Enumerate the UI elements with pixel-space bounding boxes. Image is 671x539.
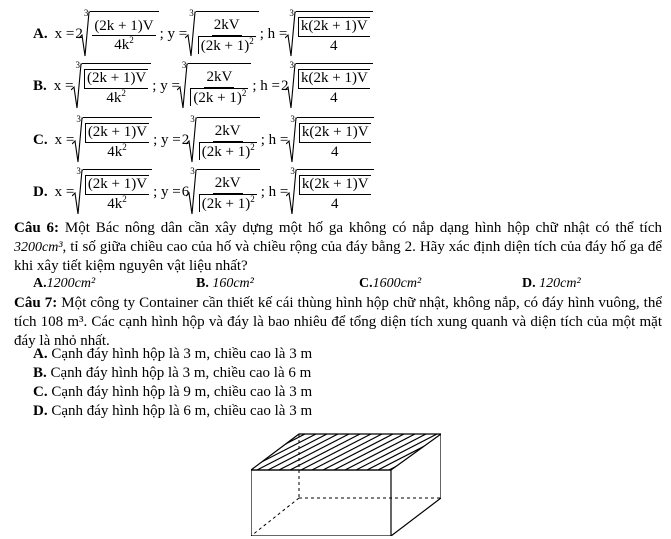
hatch-line [268, 434, 338, 470]
y-expression: ; y = 3 $\frac{2kV}{(2k + 1)^2}$ [152, 63, 252, 109]
cube-root: 3 $\frac{(2k + 1)V}{4k^2}$ [76, 117, 152, 163]
option-row[interactable] [33, 62, 374, 110]
question-7-text: Một công ty Container cần thiết kế cái thùng hình hộp chữ nhật, không nắp, có đáy hình vuông, thể tích 108 m³. Các cạnh hình hộp và đáy là bao nhiêu để tổng diện tích xung quanh và diện tích của một mặt đáy là nhỏ nhất. [14, 295, 662, 349]
q6-answer-b[interactable]: B. 160cm² [196, 276, 254, 291]
hatch-line [334, 434, 404, 470]
top-hatching [251, 434, 441, 470]
hatch-line [378, 434, 441, 470]
cube-root: 3 $\frac{2kV}{(2k + 1)^2}$ [190, 169, 259, 215]
option-row[interactable] [33, 10, 374, 58]
h-expression: ; h = 3 $\frac{k(2k + 1)V}{4}$ [261, 169, 375, 215]
cube-root: 3 $\frac{k(2k + 1)V}{4}$ [290, 169, 373, 215]
option-label: A. [33, 25, 48, 42]
y-expression: ; y = 3 $\frac{2kV}{(2k + 1)^2}$ [160, 11, 260, 57]
question-6 [14, 219, 662, 276]
x-expression: x = 3 $\frac{(2k + 1)V}{4k^2}$ [55, 169, 154, 215]
hatch-line [323, 434, 393, 470]
hatch-line [279, 434, 349, 470]
q6-answer-c[interactable]: C.1600cm² [359, 276, 422, 291]
hatch-line [301, 434, 371, 470]
open-box-figure [251, 428, 441, 536]
option-label: B. [33, 77, 47, 94]
question-6-volume: 3200cm³ [14, 240, 63, 255]
x-expression: x = 2 3 $\frac{(2k + 1)V}{4k^2}$ [55, 11, 160, 57]
q7-choice-d[interactable]: D. Cạnh đáy hình hộp là 6 m, chiều cao là 3 m [33, 403, 313, 419]
q7-choice-a[interactable]: A. Cạnh đáy hình hộp là 3 m, chiều cao là 3 m [33, 346, 313, 362]
cube-root: 3 $\frac{k(2k + 1)V}{4}$ [290, 63, 373, 109]
question-6-text2: , tỉ số giữa chiều cao của hố và chiều rộng của đáy bằng 2. Hãy xác định diện tích của đáy hố ga để khi xây tiết kiệm nguyên vật liệu nhất? [14, 239, 662, 274]
hidden-left-edge [251, 498, 299, 536]
hatch-line [312, 434, 382, 470]
q6-answer-d[interactable]: D. 120cm² [522, 276, 581, 291]
cube-root: 3 $\frac{(2k + 1)V}{4k^2}$ [84, 11, 159, 57]
option-row[interactable] [33, 168, 375, 216]
bottom-right-edge [391, 498, 441, 536]
cube-root: 3 $\frac{(2k + 1)V}{4k^2}$ [76, 169, 152, 215]
hatch-line [422, 434, 441, 470]
y-expression: ; y = 6 3 $\frac{2kV}{(2k + 1)^2}$ [153, 169, 261, 215]
question-6-text1: Một Bác nông dân cần xây dựng một hố ga không có nắp dạng hình hộp chữ nhật có thể tích [59, 220, 662, 236]
option-label: D. [33, 183, 48, 200]
q7-choice-b[interactable]: B. Cạnh đáy hình hộp là 3 m, chiều cao là 6 m [33, 365, 312, 381]
h-expression: ; h = 3 $\frac{k(2k + 1)V}{4}$ [261, 117, 375, 163]
question-6-label: Câu 6: [14, 220, 60, 236]
hatch-line [290, 434, 360, 470]
hatch-line [251, 434, 272, 470]
x-expression: x = 3 $\frac{(2k + 1)V}{4k^2}$ [54, 63, 153, 109]
cube-root: 3 $\frac{k(2k + 1)V}{4}$ [290, 117, 373, 163]
hatch-line [367, 434, 437, 470]
cube-root: 3 $\frac{2kV}{(2k + 1)^2}$ [190, 117, 259, 163]
question-7-label: Câu 7: [14, 295, 58, 311]
cube-root: 3 $\frac{(2k + 1)V}{4k^2}$ [75, 63, 151, 109]
hatch-line [251, 434, 261, 470]
x-expression: x = 3 $\frac{(2k + 1)V}{4k^2}$ [55, 117, 154, 163]
cube-root: 3 $\frac{2kV}{(2k + 1)^2}$ [182, 63, 251, 109]
cube-root: 3 $\frac{2kV}{(2k + 1)^2}$ [189, 11, 258, 57]
q7-choice-c[interactable]: C. Cạnh đáy hình hộp là 9 m, chiều cao là 3 m [33, 384, 313, 400]
front-face [251, 470, 391, 536]
question-7 [14, 294, 662, 351]
y-expression: ; y = 2 3 $\frac{2kV}{(2k + 1)^2}$ [153, 117, 261, 163]
option-row[interactable] [33, 116, 375, 164]
q6-answer-a[interactable]: A.1200cm² [33, 276, 96, 291]
cube-root: 3 $\frac{k(2k + 1)V}{4}$ [289, 11, 372, 57]
option-label: C. [33, 131, 48, 148]
h-expression: ; h = 2 3 $\frac{k(2k + 1)V}{4}$ [252, 63, 373, 109]
hatch-line [251, 434, 316, 470]
h-expression: ; h = 3 $\frac{k(2k + 1)V}{4}$ [260, 11, 374, 57]
hatch-line [345, 434, 415, 470]
hatch-line [400, 434, 441, 470]
